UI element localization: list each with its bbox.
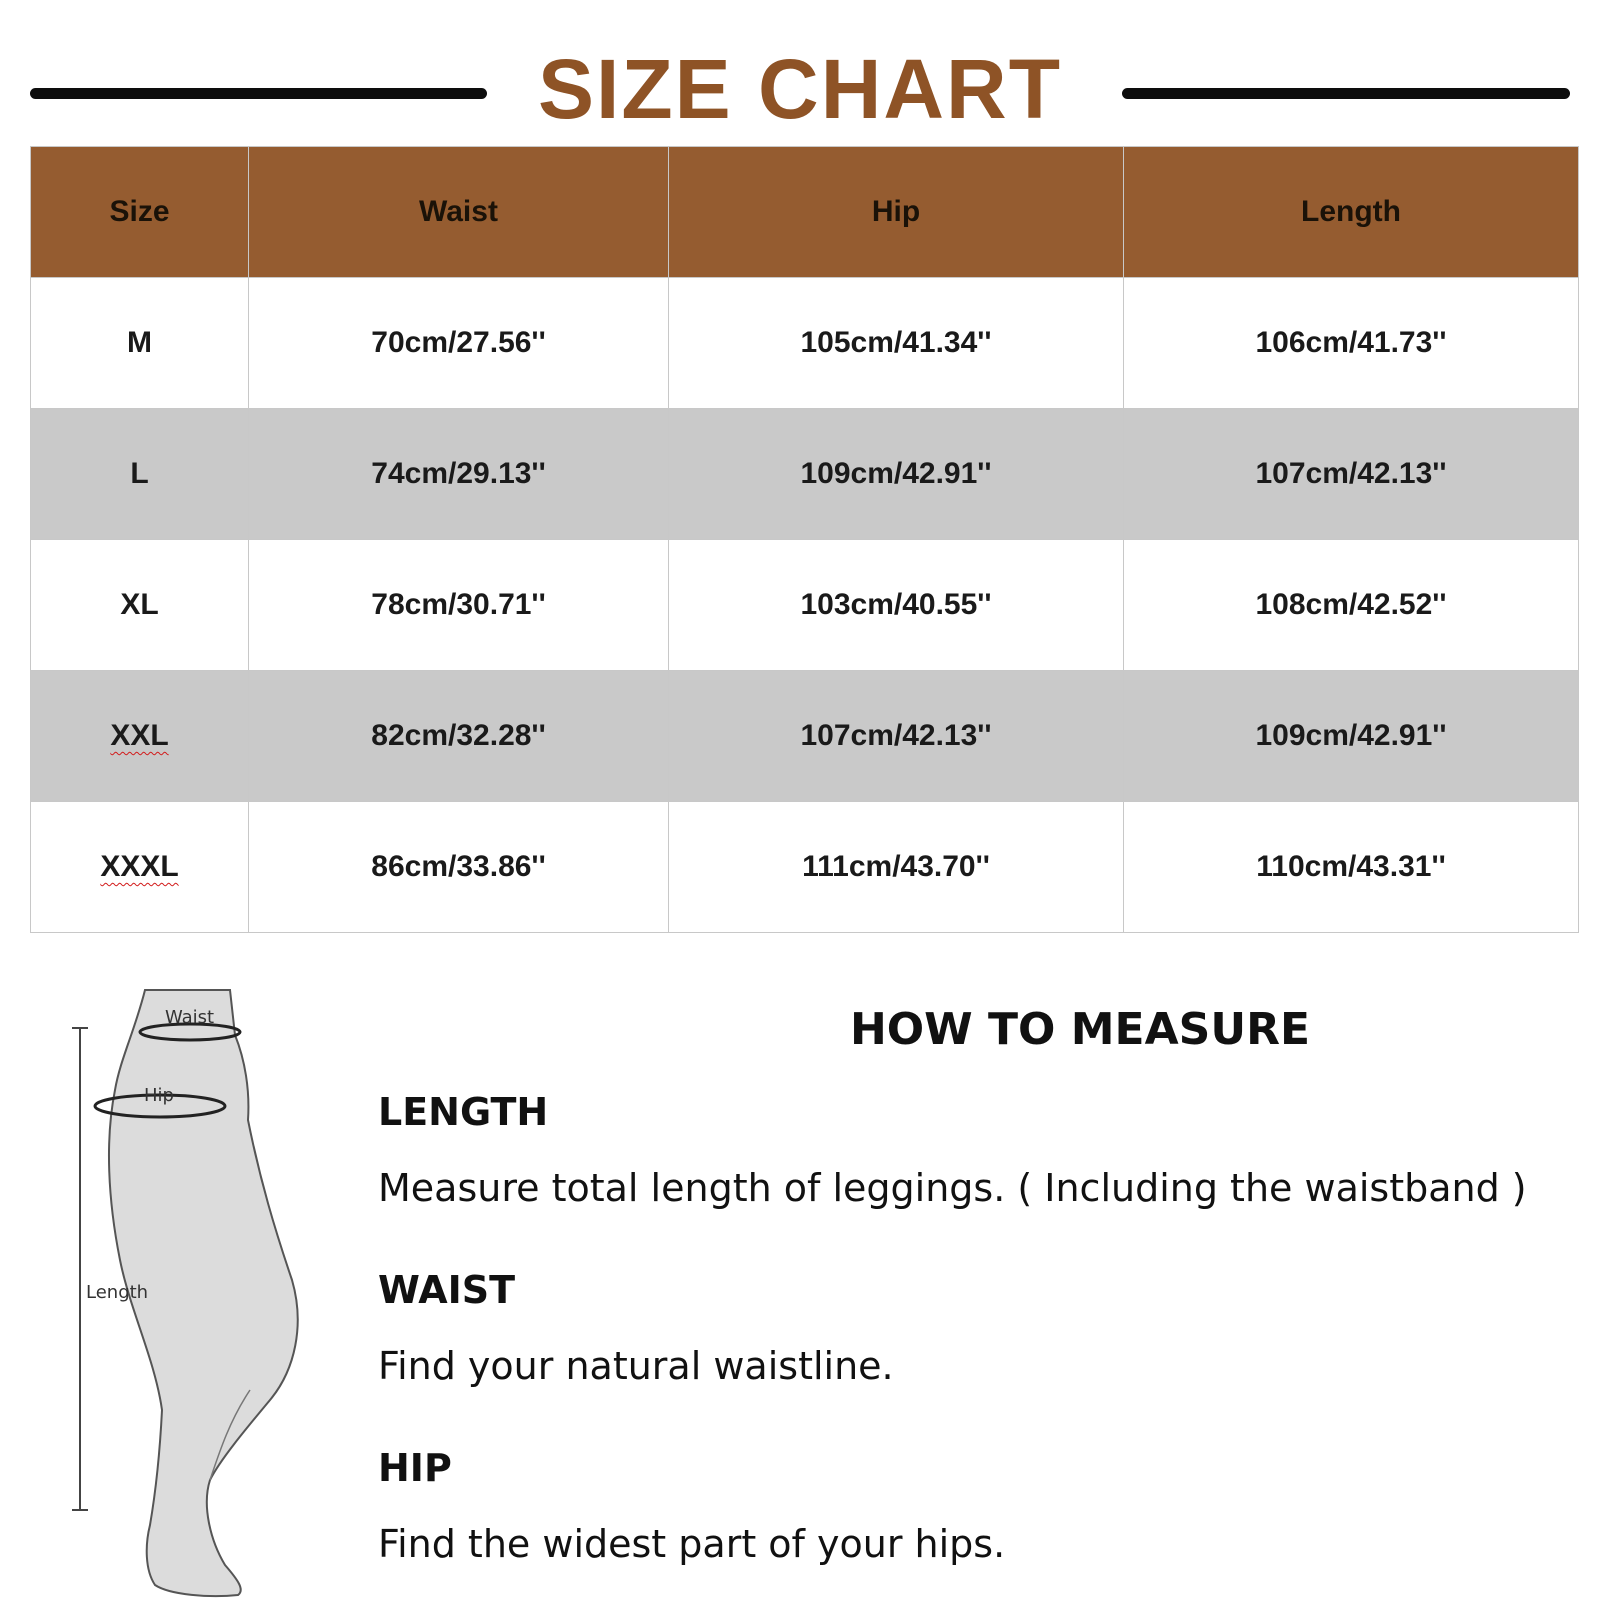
length-label: Length bbox=[86, 1282, 149, 1303]
how-to-measure-title: HOW TO MEASURE bbox=[849, 1004, 1311, 1055]
table-row bbox=[31, 802, 1579, 933]
length-heading: LENGTH bbox=[378, 1090, 549, 1134]
length-cell: 110cm/43.31'' bbox=[1124, 802, 1579, 933]
table-row bbox=[31, 671, 1579, 802]
hip-cell: 107cm/42.13'' bbox=[669, 671, 1124, 802]
leggings-illustration bbox=[60, 980, 350, 1600]
hip-cell: 111cm/43.70'' bbox=[669, 802, 1124, 933]
waist-cell: 74cm/29.13'' bbox=[249, 409, 669, 540]
page-title: SIZE CHART bbox=[538, 42, 1062, 136]
length-instructions: Measure total length of leggings. ( Including the waistband ) bbox=[378, 1166, 1527, 1210]
size-table bbox=[30, 146, 1579, 933]
hip-cell: 103cm/40.55'' bbox=[669, 540, 1124, 671]
waist-cell: 70cm/27.56'' bbox=[249, 278, 669, 409]
table-row bbox=[31, 409, 1579, 540]
table-row bbox=[31, 278, 1579, 409]
table-row bbox=[31, 540, 1579, 671]
hip-instructions: Find the widest part of your hips. bbox=[378, 1522, 1006, 1566]
title-rule-right bbox=[1122, 88, 1570, 99]
length-cell: 109cm/42.91'' bbox=[1124, 671, 1579, 802]
size-label: XXL bbox=[110, 719, 169, 752]
waist-cell: 86cm/33.86'' bbox=[249, 802, 669, 933]
table-header-row bbox=[31, 147, 1579, 278]
size-cell bbox=[31, 802, 249, 933]
hip-cell: 105cm/41.34'' bbox=[669, 278, 1124, 409]
size-cell: L bbox=[31, 409, 249, 540]
header-length: Length bbox=[1124, 147, 1579, 278]
hip-heading: HIP bbox=[378, 1446, 452, 1490]
size-cell bbox=[31, 671, 249, 802]
size-cell: M bbox=[31, 278, 249, 409]
length-cell: 108cm/42.52'' bbox=[1124, 540, 1579, 671]
hip-label: Hip bbox=[144, 1085, 174, 1106]
waist-cell: 82cm/32.28'' bbox=[249, 671, 669, 802]
hip-cell: 109cm/42.91'' bbox=[669, 409, 1124, 540]
waist-heading: WAIST bbox=[378, 1268, 516, 1312]
header-size: Size bbox=[31, 147, 249, 278]
header-hip: Hip bbox=[669, 147, 1124, 278]
header-waist: Waist bbox=[249, 147, 669, 278]
size-cell: XL bbox=[31, 540, 249, 671]
waist-cell: 78cm/30.71'' bbox=[249, 540, 669, 671]
waist-instructions: Find your natural waistline. bbox=[378, 1344, 894, 1388]
title-rule-left bbox=[30, 88, 487, 99]
length-cell: 106cm/41.73'' bbox=[1124, 278, 1579, 409]
length-cell: 107cm/42.13'' bbox=[1124, 409, 1579, 540]
size-label: XXXL bbox=[100, 850, 179, 883]
waist-label: Waist bbox=[165, 1007, 215, 1028]
